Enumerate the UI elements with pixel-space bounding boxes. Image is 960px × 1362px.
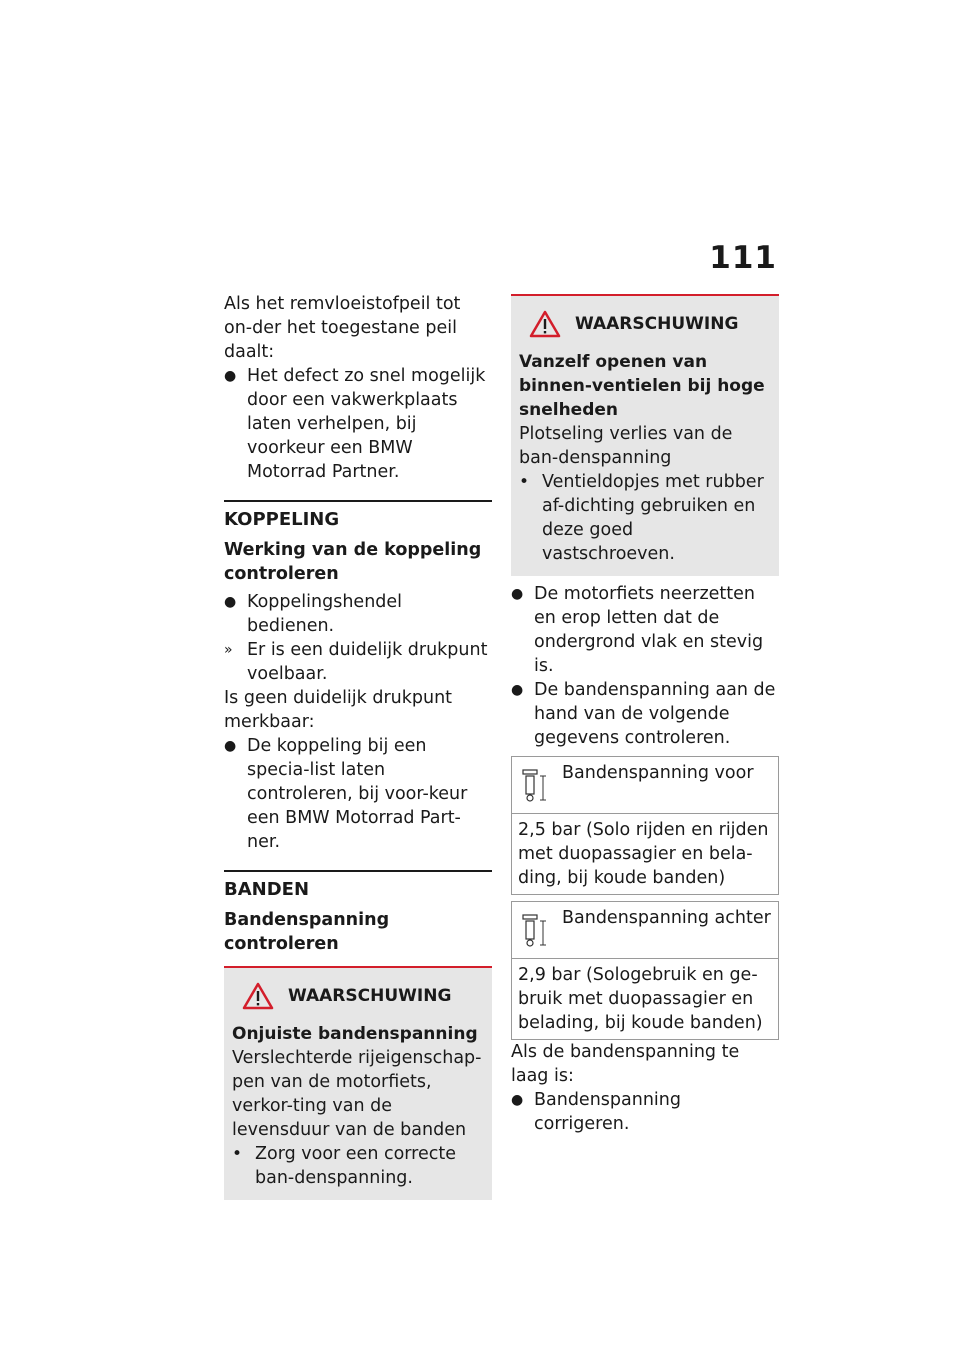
subheading-koppeling: Werking van de koppeling controleren [224, 540, 482, 584]
spec-value: 2,9 bar (Sologebruik en ge-bruik met duopassagier en belading, bij koude banden) [518, 965, 763, 1033]
warning-triangle-icon [242, 982, 274, 1010]
warning-box [224, 966, 492, 1200]
warning-bullet: • Ventieldopjes met rubber af-dichting gebruiken en deze goed vastschroeven. [519, 472, 764, 564]
bullet-dot-icon: • [232, 1144, 243, 1164]
list-item: ● Koppelingshendel bedienen. [224, 592, 403, 636]
bullet-dot-icon: ● [224, 594, 237, 610]
section-heading-banden: BANDEN [224, 879, 310, 900]
warning-subtitle: Onjuiste bandenspanning [232, 1024, 478, 1044]
spec-label: Bandenspanning voor [562, 763, 754, 783]
spec-value: 2,5 bar (Solo rijden en rijden met duopassagier en bela-ding, bij koude banden) [518, 820, 769, 888]
subheading-banden: Bandenspanning controleren [224, 910, 390, 954]
warning-header [232, 982, 484, 1010]
page-number: 111 [709, 240, 777, 276]
intro-text: Als het remvloeistofpeil tot on-der het toegestane peil daalt: [224, 294, 461, 362]
section-heading-koppeling: KOPPELING [224, 509, 340, 530]
condition-text: Als de bandenspanning te laag is: [511, 1042, 740, 1086]
section-divider [224, 500, 492, 502]
condition-text: Is geen duidelijk drukpunt merkbaar: [224, 688, 453, 732]
bullet-dot-icon: ● [224, 368, 237, 384]
warning-text: Verslechterde rijeigenschap-pen van de motorfiets, verkor-ting van de levensduur van de banden [232, 1048, 482, 1140]
bullet-dot-icon: ● [224, 738, 237, 754]
list-item: ● De bandenspanning aan de hand van de volgende gegevens controleren. [511, 680, 776, 748]
warning-triangle-icon [529, 310, 561, 338]
result-item: » Er is een duidelijk drukpunt voelbaar. [224, 640, 488, 684]
list-item: ● De koppeling bij een specia-list laten controleren, bij voor-keur een BMW Motorrad Part-ner. [224, 736, 468, 852]
warning-header [519, 310, 771, 338]
warning-title: WAARSCHUWING [575, 314, 739, 334]
list-item: ● De motorfiets neerzetten en erop letten dat de ondergrond vlak en stevig is. [511, 584, 764, 676]
left-column [224, 292, 492, 1200]
spec-table-front [511, 756, 779, 895]
warning-title: WAARSCHUWING [288, 986, 452, 1006]
tyre-pressure-icon [512, 902, 556, 958]
list-item: ● Het defect zo snel mogelijk door een vakwerkplaats laten verhelpen, bij voorkeur een BMW Motorrad Partner. [224, 366, 486, 482]
tyre-pressure-icon [512, 757, 556, 813]
warning-bullet: • Zorg voor een correcte ban-denspanning. [232, 1144, 457, 1188]
right-column [511, 294, 779, 1136]
spec-table-rear [511, 901, 779, 1040]
bullet-dot-icon: ● [511, 1092, 524, 1108]
bullet-dot-icon: ● [511, 586, 524, 602]
result-arrow-icon: » [224, 642, 233, 658]
warning-subtitle: Vanzelf openen van binnen-ventielen bij hoge snelheden [519, 352, 765, 420]
warning-text: Plotseling verlies van de ban-denspanning [519, 424, 733, 468]
bullet-dot-icon: • [519, 472, 530, 492]
warning-box [511, 294, 779, 576]
spec-label: Bandenspanning achter [562, 908, 771, 928]
section-divider [224, 870, 492, 872]
list-item: ● Bandenspanning corrigeren. [511, 1090, 681, 1134]
bullet-dot-icon: ● [511, 682, 524, 698]
